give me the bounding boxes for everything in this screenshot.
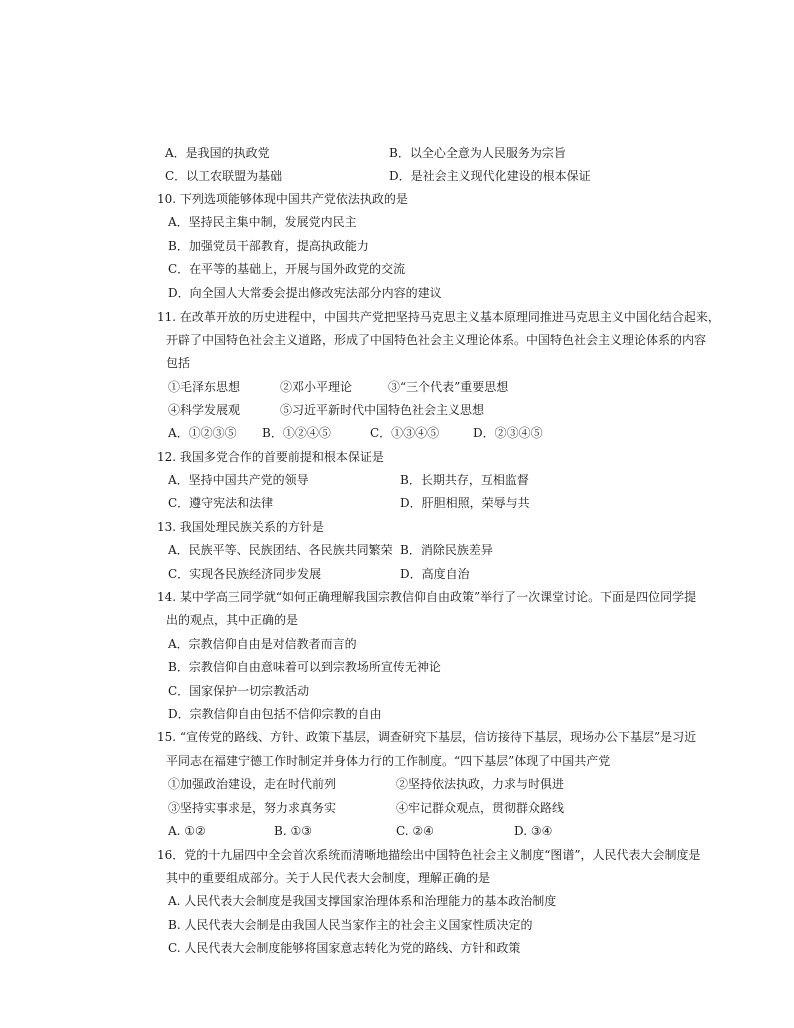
q13-option-a: A．民族平等、民族团结、各民族共同繁荣 bbox=[168, 543, 393, 557]
q11-item-2: ②邓小平理论 bbox=[280, 380, 353, 394]
q14-option-d: D．宗教信仰自由包括不信仰宗教的自由 bbox=[168, 707, 382, 721]
q14-option-c: C．国家保护一切宗教活动 bbox=[168, 684, 310, 698]
q11-item-1: ①毛泽东思想 bbox=[168, 380, 241, 394]
q15-stem-line2: 平同志在福建宁德工作时制定并身体力行的工作制度。“四下基层”体现了中国共产党 bbox=[166, 754, 611, 768]
q14-option-b: B．宗教信仰自由意味着可以到宗教场所宣传无神论 bbox=[168, 660, 441, 674]
q12-option-b: B．长期共存，互相监督 bbox=[400, 473, 529, 487]
q13-option-c: C．实现各民族经济同步发展 bbox=[168, 567, 322, 581]
q15-option-d: D. ③④ bbox=[514, 824, 553, 838]
q16-stem-line1: 16．党的十九届四中全会首次系统而清晰地描绘出中国特色社会主义制度“图谱”，人民代表大会制度是 bbox=[157, 848, 701, 862]
q15-option-c: C. ②④ bbox=[396, 824, 434, 838]
q14-option-a: A．宗教信仰自由是对信教者而言的 bbox=[168, 637, 357, 651]
q11-item-4: ④科学发展观 bbox=[168, 403, 241, 417]
q15-item-2: ②坚持依法执政，力求与时俱进 bbox=[396, 777, 565, 791]
q13-option-d: D．高度自治 bbox=[400, 567, 470, 581]
q11-option-a: A．①②③⑤ bbox=[168, 426, 237, 440]
q11-option-b: B．①②④⑤ bbox=[262, 426, 331, 440]
q13-stem: 13. 我国处理民族关系的方针是 bbox=[157, 520, 324, 534]
q10-option-c: C．在平等的基础上，开展与国外政党的交流 bbox=[168, 262, 406, 276]
q16-option-c: C. 人民代表大会制度能够将国家意志转化为党的路线、方针和政策 bbox=[168, 941, 521, 955]
q9-option-a: A．是我国的执政党 bbox=[165, 146, 270, 160]
q15-item-1: ①加强政治建设，走在时代前列 bbox=[168, 777, 337, 791]
q11-stem-line3: 包括 bbox=[166, 356, 191, 370]
q12-option-d: D．肝胆相照，荣辱与共 bbox=[400, 496, 530, 510]
q16-option-b: B. 人民代表大会制是由我国人民当家作主的社会主义国家性质决定的 bbox=[168, 918, 533, 932]
q11-item-5: ⑤习近平新时代中国特色社会主义思想 bbox=[280, 403, 485, 417]
q16-stem-line2: 其中的重要组成部分。关于人民代表大会制度，理解正确的是 bbox=[166, 871, 491, 885]
q11-option-d: D．②③④⑤ bbox=[473, 426, 543, 440]
q15-option-b: B. ①③ bbox=[274, 824, 312, 838]
q10-option-d: D．向全国人大常委会提出修改宪法部分内容的建议 bbox=[168, 286, 442, 300]
q9-option-b: B．以全心全意为人民服务为宗旨 bbox=[389, 146, 566, 160]
q13-option-b: B．消除民族差异 bbox=[400, 543, 493, 557]
q14-stem-line1: 14. 某中学高三同学就“如何正确理解我国宗教信仰自由政策”举行了一次课堂讨论。下面是四位同学提 bbox=[157, 590, 697, 604]
q9-option-d: D．是社会主义现代化建设的根本保证 bbox=[389, 169, 591, 183]
q15-option-a: A. ①② bbox=[168, 824, 206, 838]
q10-stem: 10. 下列选项能够体现中国共产党依法执政的是 bbox=[157, 192, 408, 206]
q15-stem-line1: 15. “宣传党的路线、方针、政策下基层，调查研究下基层，信访接待下基层，现场办公下基层”是习近 bbox=[157, 730, 697, 744]
q12-option-c: C．遵守宪法和法律 bbox=[168, 496, 274, 510]
q11-stem-line2: 开辟了中国特色社会主义道路，形成了中国特色社会主义理论体系。中国特色社会主义理论体系的内容 bbox=[166, 333, 707, 347]
q9-option-c: C．以工农联盟为基础 bbox=[165, 169, 283, 183]
q12-option-a: A．坚持中国共产党的领导 bbox=[168, 473, 309, 487]
q11-item-3: ③“三个代表”重要思想 bbox=[388, 380, 509, 394]
q10-option-b: B．加强党员干部教育，提高执政能力 bbox=[168, 239, 369, 253]
q14-stem-line2: 出的观点，其中正确的是 bbox=[166, 613, 299, 627]
q10-option-a: A．坚持民主集中制，发展党内民主 bbox=[168, 215, 357, 229]
q11-stem-line1: 11. 在改革开放的历史进程中，中国共产党把坚持马克思主义基本原理同推进马克思主义中国化结合起来， bbox=[157, 310, 720, 324]
q12-stem: 12. 我国多党合作的首要前提和根本保证是 bbox=[157, 450, 384, 464]
q16-option-a: A. 人民代表大会制度是我国支撑国家治理体系和治理能力的基本政治制度 bbox=[168, 894, 557, 908]
q15-item-3: ③坚持实事求是，努力求真务实 bbox=[168, 801, 337, 815]
q15-item-4: ④牢记群众观点，贯彻群众路线 bbox=[396, 801, 565, 815]
q11-option-c: C．①③④⑤ bbox=[370, 426, 440, 440]
